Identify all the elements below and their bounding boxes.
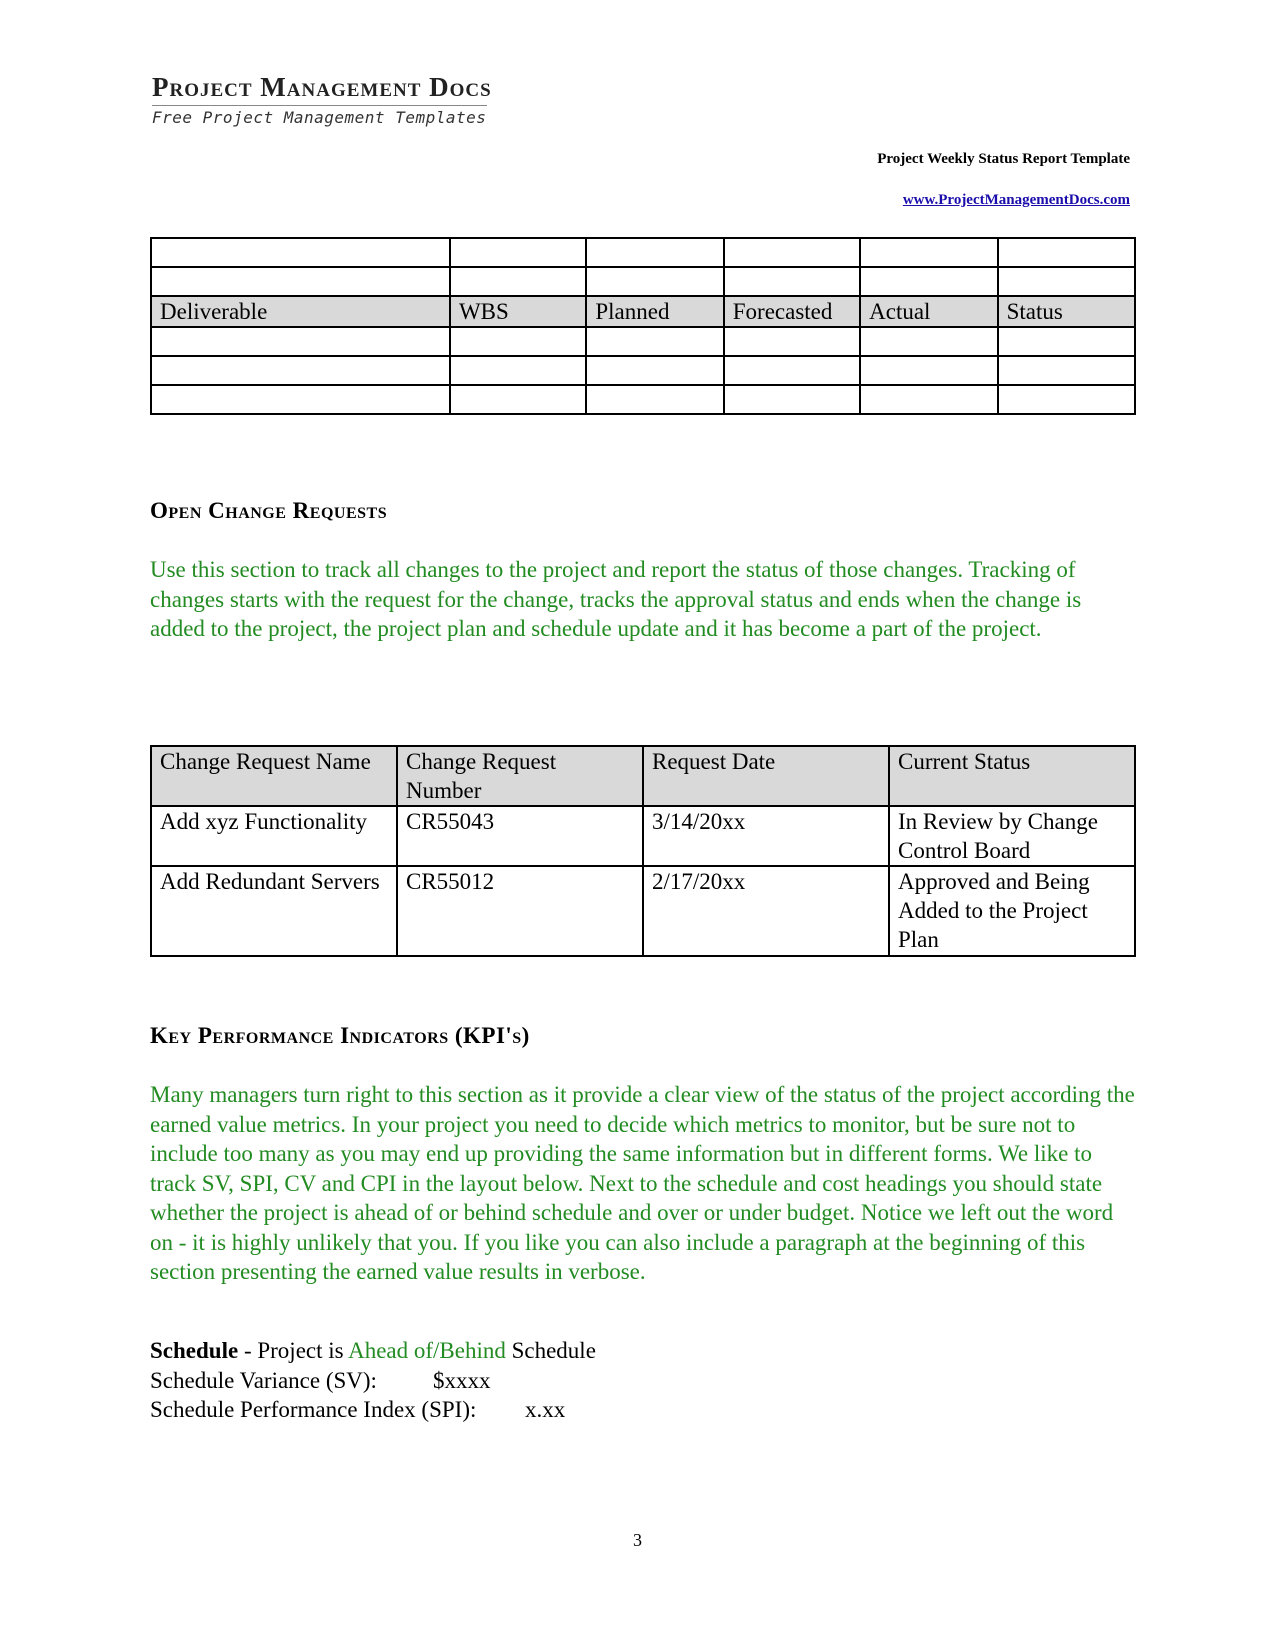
schedule-label: Schedule (150, 1338, 239, 1363)
table-cell (860, 327, 997, 356)
cr-number-cell: CR55012 (397, 866, 643, 956)
schedule-prefix: - Project is (238, 1338, 349, 1363)
cr-status-cell: In Review by Change Control Board (889, 806, 1135, 866)
column-header-forecasted: Forecasted (724, 296, 860, 327)
spi-value: x.xx (525, 1397, 566, 1422)
schedule-suffix: Schedule (505, 1338, 596, 1363)
deliverables-table (150, 237, 1136, 415)
table-cell (724, 238, 860, 267)
table-cell (998, 327, 1135, 356)
table-cell (998, 356, 1135, 385)
table-cell (998, 267, 1135, 296)
table-cell (724, 385, 860, 414)
table-cell (586, 327, 723, 356)
document-title: Project Weekly Status Report Template (877, 151, 1130, 167)
table-cell (860, 267, 997, 296)
table-cell (586, 385, 723, 414)
table-cell (724, 327, 860, 356)
cr-date-cell: 3/14/20xx (643, 806, 889, 866)
kpi-heading: Key Performance Indicators (KPI's) (150, 1023, 530, 1048)
column-header-actual: Actual (860, 296, 997, 327)
table-header-row (151, 296, 1135, 327)
website-link[interactable]: www.ProjectManagementDocs.com (902, 192, 1130, 208)
table-cell (860, 238, 997, 267)
sv-line (150, 1366, 491, 1396)
table-header-row (151, 746, 1135, 806)
table-cell (450, 267, 586, 296)
column-header-request-date: Request Date (643, 746, 889, 806)
cr-number-cell: CR55043 (397, 806, 643, 866)
table-cell (151, 385, 450, 414)
table-cell (860, 356, 997, 385)
column-header-status: Status (998, 296, 1135, 327)
schedule-status: Ahead of/Behind (348, 1338, 506, 1363)
column-header-cr-number: Change Request Number (397, 746, 643, 806)
table-row (151, 356, 1135, 385)
table-cell (998, 238, 1135, 267)
page-number: 3 (633, 1530, 642, 1550)
table-cell (450, 356, 586, 385)
table-cell (724, 356, 860, 385)
table-row (151, 327, 1135, 356)
change-requests-heading: Open Change Requests (150, 498, 388, 523)
table-row (151, 866, 1135, 956)
table-cell (151, 238, 450, 267)
spi-line (150, 1395, 565, 1425)
cr-status-cell: Approved and Being Added to the Project Plan (889, 866, 1135, 956)
kpi-description: Many managers turn right to this section as it provide a clear view of the status of the project according the earned value metrics. In your project you need to decide which metrics to monitor, but be sure not to include too many as you may end up providing the same information but in different forms. We like to track SV, SPI, CV and CPI in the layout below. Next to the schedule and cost headings you should state whether the project is ahead of or behind schedule and over or under budget. Notice we left out the word on - it is highly unlikely that you. If you like you can also include a paragraph at the beginning of this section presenting the earned value results in verbose. (150, 1082, 1135, 1284)
column-header-cr-name: Change Request Name (151, 746, 397, 806)
table-cell (998, 385, 1135, 414)
logo-title: Project Management Docs (152, 72, 492, 102)
table-cell (586, 356, 723, 385)
sv-label: Schedule Variance (SV): (150, 1368, 377, 1393)
change-requests-description: Use this section to track all changes to the project and report the status of those changes. Tracking of changes starts with the request for the change, tracks the approval status and ends when the change is added to the project, the project plan and schedule update and it has become a part of the project. (150, 557, 1082, 641)
logo (152, 72, 492, 127)
cr-name-cell: Add Redundant Servers (151, 866, 397, 956)
table-cell (450, 385, 586, 414)
sv-value: $xxxx (433, 1368, 491, 1393)
cr-date-cell: 2/17/20xx (643, 866, 889, 956)
column-header-current-status: Current Status (889, 746, 1135, 806)
table-row (151, 267, 1135, 296)
table-cell (586, 238, 723, 267)
column-header-wbs: WBS (450, 296, 586, 327)
schedule-line (150, 1336, 596, 1366)
table-row (151, 806, 1135, 866)
table-cell (151, 327, 450, 356)
table-cell (450, 327, 586, 356)
spi-label: Schedule Performance Index (SPI): (150, 1397, 477, 1422)
table-cell (724, 267, 860, 296)
table-cell (586, 267, 723, 296)
change-requests-table (150, 745, 1136, 957)
table-row (151, 238, 1135, 267)
logo-divider (152, 105, 487, 106)
table-cell (151, 356, 450, 385)
table-cell (151, 267, 450, 296)
cr-name-cell: Add xyz Functionality (151, 806, 397, 866)
table-row (151, 385, 1135, 414)
table-cell (860, 385, 997, 414)
column-header-planned: Planned (586, 296, 723, 327)
column-header-deliverable: Deliverable (151, 296, 450, 327)
logo-subtitle: Free Project Management Templates (152, 108, 487, 127)
table-cell (450, 238, 586, 267)
